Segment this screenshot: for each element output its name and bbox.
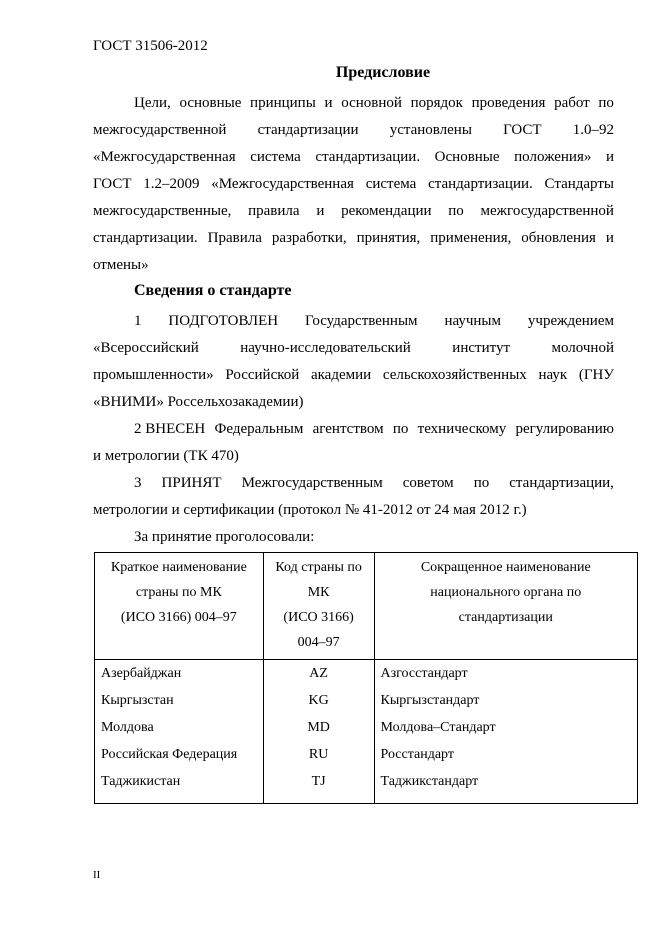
word: по <box>598 95 614 111</box>
word: 1.0–92 <box>572 122 614 138</box>
country-code: RU <box>308 747 329 762</box>
word: принятия, <box>356 230 421 246</box>
header-line: Сокращенное наименование <box>420 560 591 575</box>
word: установлены <box>389 122 472 138</box>
word: основной <box>341 95 402 111</box>
word: по <box>448 203 464 219</box>
item-3-adopted <box>93 470 614 524</box>
word: система <box>365 176 417 192</box>
word: правила <box>248 203 300 219</box>
word: рекомендации <box>341 203 432 219</box>
word: Правила <box>207 230 262 246</box>
text-line <box>93 308 614 335</box>
word: по <box>473 475 490 491</box>
document-code: ГОСТ 31506-2012 <box>93 38 208 54</box>
item-1-prepared <box>93 308 614 416</box>
header-line: национального органа по <box>430 585 582 600</box>
word: институт <box>452 340 511 356</box>
header-country-name <box>95 553 264 660</box>
word: отмены» <box>93 257 149 273</box>
preface-title: Предисловие <box>335 64 431 81</box>
word: академии <box>310 367 372 383</box>
word: молочной <box>551 340 614 356</box>
word: ПОДГОТОВЛЕН <box>168 313 279 329</box>
word: советом <box>402 475 454 491</box>
word: межгосударственной <box>93 122 227 138</box>
header-national-body <box>374 553 637 660</box>
country-name: Кыргызстан <box>101 693 174 708</box>
info-title: Сведения о стандарте <box>134 282 292 299</box>
preface-paragraph <box>93 90 614 279</box>
word: Межгосударственным <box>241 475 383 491</box>
country-name: Азербайджан <box>101 666 182 681</box>
word: «Межгосударственная <box>93 149 236 165</box>
country-code: AZ <box>309 666 328 681</box>
word: стандартизации, <box>509 475 614 491</box>
word: и метрологии (ТК 470) <box>93 448 239 464</box>
word: стандартизации. <box>315 149 421 165</box>
word: «Всероссийский <box>93 340 199 356</box>
word: по <box>392 421 409 437</box>
header-line: страны по МК <box>135 585 222 600</box>
national-body: Таджикстандарт <box>380 774 479 789</box>
header-line: стандартизации <box>458 610 553 625</box>
text-line <box>93 90 614 117</box>
vote-intro: За принятие проголосовали: <box>134 529 315 545</box>
word: работ <box>554 95 590 111</box>
word: метрологии и сертификации (протокол № 41-2012 от 24 мая 2012 г.) <box>93 502 527 518</box>
word: Российской <box>225 367 300 383</box>
table-row <box>95 660 638 804</box>
country-name: Молдова <box>101 720 154 735</box>
word: межгосударственной <box>480 203 614 219</box>
word: ГОСТ <box>503 122 542 138</box>
text-line <box>93 171 614 198</box>
word: агентством <box>312 421 384 437</box>
word: Федеральным <box>214 421 304 437</box>
word: ПРИНЯТ <box>161 475 222 491</box>
word: проведения <box>471 95 546 111</box>
header-line: (ИСО 3166) 004–97 <box>120 610 237 625</box>
word: положения» <box>514 149 592 165</box>
word: система <box>250 149 301 165</box>
national-body: Кыргызстандарт <box>380 693 480 708</box>
text-line <box>93 252 614 279</box>
word: основные <box>179 95 242 111</box>
word: техническому <box>417 421 507 437</box>
word: 3 <box>134 475 142 491</box>
word: научным <box>444 313 502 329</box>
word: применения, <box>430 230 512 246</box>
item-2-introduced <box>93 416 614 470</box>
text-line <box>93 144 614 171</box>
country-names-cell <box>95 660 264 804</box>
text-line <box>93 198 614 225</box>
voting-table <box>94 552 638 804</box>
country-codes-cell <box>263 660 374 804</box>
word: 2 ВНЕСЕН <box>134 421 206 437</box>
word: учреждением <box>527 313 614 329</box>
text-line <box>93 470 614 497</box>
table-header-row <box>95 553 638 660</box>
word: принципы <box>250 95 316 111</box>
text-line <box>93 497 614 524</box>
word: порядок <box>410 95 463 111</box>
text-line <box>93 225 614 252</box>
header-line: 004–97 <box>297 635 340 650</box>
national-body: Азгосстандарт <box>380 666 468 681</box>
country-code: TJ <box>311 774 326 789</box>
header-line: МК <box>307 585 330 600</box>
word: и <box>605 230 614 246</box>
word: ГОСТ <box>93 176 132 192</box>
country-name: Таджикистан <box>101 774 181 789</box>
word: 1 <box>134 313 142 329</box>
word: межгосударственные, <box>93 203 232 219</box>
text-line <box>93 443 614 470</box>
text-line <box>93 362 614 389</box>
word: и <box>605 149 614 165</box>
national-bodies-cell <box>374 660 637 804</box>
text-line <box>93 416 614 443</box>
word: регулированию <box>515 421 614 437</box>
header-line: Краткое наименование <box>110 560 247 575</box>
header-line: Код страны по <box>275 560 362 575</box>
word: стандартизации <box>257 122 359 138</box>
country-name: Российская Федерация <box>101 747 238 762</box>
text-line <box>93 335 614 362</box>
word: разработки, <box>271 230 347 246</box>
word: (ГНУ <box>578 367 614 383</box>
word: стандартизации. <box>428 176 533 192</box>
national-body: Росстандарт <box>380 747 454 762</box>
word: и <box>316 203 325 219</box>
word: сельскохозяйственных <box>382 367 527 383</box>
word: стандартизации. <box>93 230 198 246</box>
word: Основные <box>434 149 500 165</box>
word: Стандарты <box>544 176 614 192</box>
word: наук <box>538 367 568 383</box>
national-body: Молдова–Стандарт <box>380 720 496 735</box>
word: «Межгосударственная <box>211 176 354 192</box>
header-line: (ИСО 3166) <box>283 610 354 625</box>
word: «ВНИМИ» Россельхозакадемии) <box>93 394 304 410</box>
word: и <box>324 95 333 111</box>
word: 1.2–2009 <box>143 176 200 192</box>
word: обновления <box>521 230 596 246</box>
word: научно-исследовательский <box>240 340 411 356</box>
word: Государственным <box>305 313 418 329</box>
country-code: MD <box>307 720 330 735</box>
header-country-code <box>263 553 374 660</box>
page-number: II <box>93 869 101 881</box>
word: Цели, <box>134 95 171 111</box>
country-code: KG <box>308 693 329 708</box>
word: промышленности» <box>93 367 214 383</box>
text-line <box>93 389 614 416</box>
text-line <box>93 117 614 144</box>
